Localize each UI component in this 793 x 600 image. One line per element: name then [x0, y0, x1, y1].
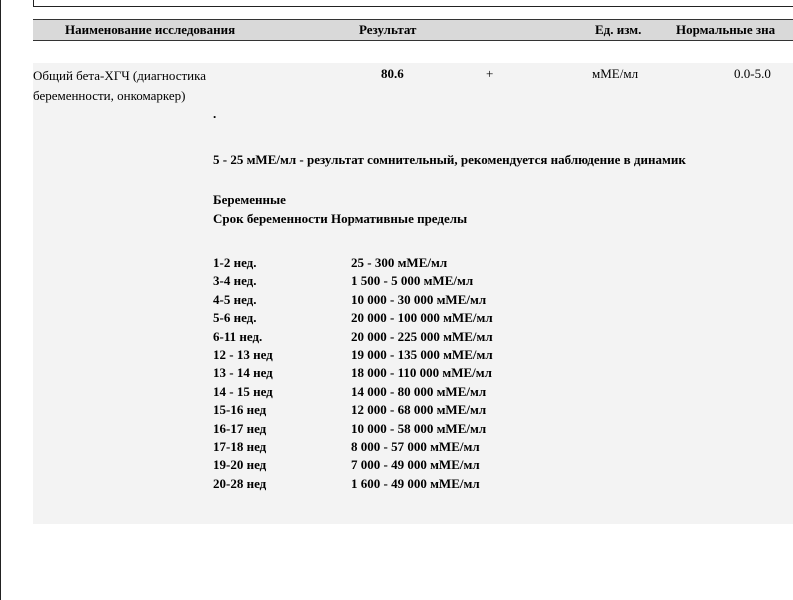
norm-range: 19 000 - 135 000 мМЕ/мл: [351, 346, 493, 362]
norm-term: 4-5 нед.: [213, 291, 257, 307]
header-norm: Нормальные зна: [676, 22, 776, 37]
note-doubtful: 5 - 25 мМЕ/мл - результат сомнительный, рекомендуется наблюдение в динамик: [213, 152, 686, 167]
table-header: [33, 19, 793, 41]
norm-range: 20 000 - 225 000 мМЕ/мл: [351, 328, 493, 344]
norm-range: 1 600 - 49 000 мМЕ/мл: [351, 475, 480, 491]
norm-term: 20-28 нед: [213, 475, 267, 491]
norm-range: 25 - 300 мМЕ/мл: [351, 255, 448, 270]
norm-term: 14 - 15 нед: [213, 383, 273, 399]
test-name: Общий бета-ХГЧ (диагностика беременности, онкомаркер): [33, 68, 207, 103]
norm-range: 12 000 - 68 000 мМЕ/мл: [351, 402, 487, 418]
header-unit: Ед. изм.: [595, 22, 642, 37]
norm-range: 7 000 - 49 000 мМЕ/мл: [351, 457, 480, 473]
norm-term: 6-11 нед.: [213, 328, 263, 344]
test-flag: +: [486, 66, 494, 81]
test-result: 80.6: [381, 66, 404, 81]
test-unit: мМЕ/мл: [592, 66, 639, 81]
norm-range: 20 000 - 100 000 мМЕ/мл: [351, 310, 493, 326]
test-norm: 0.0-5.0: [734, 66, 771, 81]
norm-term: 19-20 нед: [213, 457, 267, 473]
norm-term: 15-16 нед: [213, 402, 267, 418]
norm-range: 10 000 - 30 000 мМЕ/мл: [351, 291, 487, 307]
norm-term: 17-18 нед: [213, 438, 267, 454]
norm-term: 13 - 14 нед: [213, 365, 273, 381]
note-dot: .: [213, 106, 217, 121]
norm-range: 10 000 - 58 000 мМЕ/мл: [351, 420, 487, 436]
norm-range: 1 500 - 5 000 мМЕ/мл: [351, 273, 474, 289]
pregnant-title: Беременные: [213, 192, 286, 207]
pregnant-header: Срок беременности Нормативные пределы: [213, 211, 468, 226]
norm-term: 3-4 нед.: [213, 273, 257, 289]
norm-term: 16-17 нед: [213, 420, 267, 436]
norm-range: 14 000 - 80 000 мМЕ/мл: [351, 383, 487, 399]
previous-section-border: [33, 0, 793, 7]
header-result: Результат: [359, 22, 417, 37]
norm-range: 8 000 - 57 000 мМЕ/мл: [351, 438, 480, 454]
norm-term: 12 - 13 нед: [213, 346, 273, 362]
norm-range: 18 000 - 110 000 мМЕ/мл: [351, 365, 492, 381]
norm-term: 1-2 нед.: [213, 255, 257, 270]
header-name: Наименование исследования: [65, 22, 236, 37]
norm-term: 5-6 нед.: [213, 310, 257, 326]
